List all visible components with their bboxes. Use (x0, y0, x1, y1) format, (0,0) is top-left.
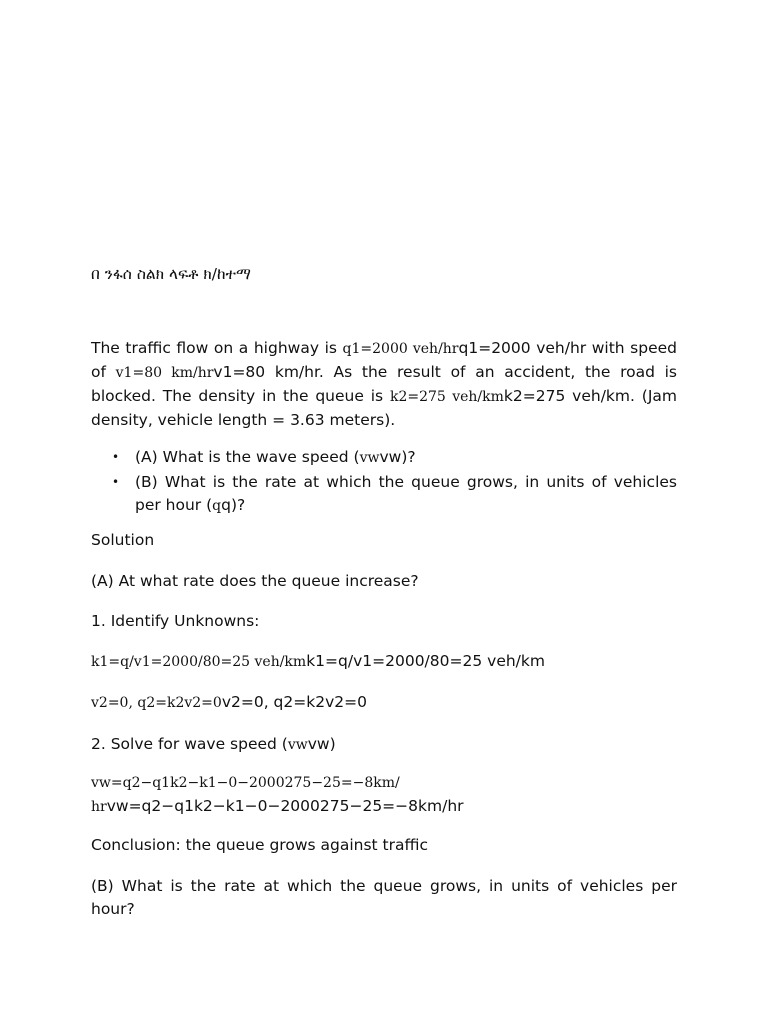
step2-math: vw (287, 737, 308, 753)
bullet-icon: • (112, 450, 120, 464)
equation-k1-text: k1=q/v1=2000/80=25 veh/km (306, 652, 545, 670)
question-a-text: (A) What is the wave speed ( (135, 448, 360, 466)
problem-statement (91, 337, 677, 432)
equation-v2-math: v2=0, q2=k2v2=0 (91, 695, 222, 711)
step2-heading (91, 733, 677, 757)
header-line: በ ንፋሰ ስልክ ላፍቶ ክ/ከተማ (91, 265, 251, 283)
question-a-text-end: vw)? (379, 448, 416, 466)
equation-vw-math-unit: hr (91, 799, 107, 815)
question-item-b (91, 471, 677, 518)
problem-text-4: k2=275 veh/km. (Jam density, vehicle length = 3.63 meters). (91, 387, 677, 429)
equation-vw-math: vw=q2−q1k2−k1−0−2000275−25=−8km/ (91, 775, 400, 791)
part-b-heading: (B) What is the rate at which the queue grows, in units of vehicles per hour? (91, 877, 677, 918)
bullet-icon: • (112, 475, 120, 489)
solution-heading: Solution (91, 531, 155, 549)
question-b-text: (B) What is the rate at which the queue grows, in units of vehicles per hour ( (135, 473, 677, 514)
problem-math-v1: v1=80 km/hr (115, 365, 214, 381)
equation-v2-text: v2=0, q2=k2v2=0 (221, 693, 367, 711)
question-list (91, 446, 677, 519)
problem-math-k2: k2=275 veh/km (390, 389, 504, 405)
equation-k1-math: k1=q/v1=2000/80=25 veh/km (91, 654, 307, 670)
part-a-heading: (A) At what rate does the queue increase? (91, 572, 419, 590)
step1-heading: 1. Identify Unknowns: (91, 612, 260, 630)
equation-v2 (91, 691, 677, 715)
step2-text-end: vw) (307, 735, 336, 753)
question-a-math: vw (359, 450, 380, 466)
question-item-a (91, 446, 677, 470)
problem-text-2: q1=2000 veh/hr with speed of (91, 339, 678, 381)
equation-vw-text: vw=q2−q1k2−k1−0−2000275−25=−8km/hr (106, 797, 464, 815)
conclusion: Conclusion: the queue grows against traffic (91, 836, 429, 854)
problem-text-1: The traffic flow on a highway is (91, 339, 343, 357)
equation-vw (91, 771, 677, 819)
question-b-math: q (212, 498, 222, 514)
equation-k1 (91, 650, 677, 674)
problem-text-3: v1=80 km/hr. As the result of an accident, the road is blocked. The density in the queue is (91, 363, 678, 405)
question-b-text-end: q)? (221, 496, 246, 514)
problem-math-q1: q1=2000 veh/hr (342, 341, 459, 357)
step2-text: 2. Solve for wave speed ( (91, 735, 288, 753)
